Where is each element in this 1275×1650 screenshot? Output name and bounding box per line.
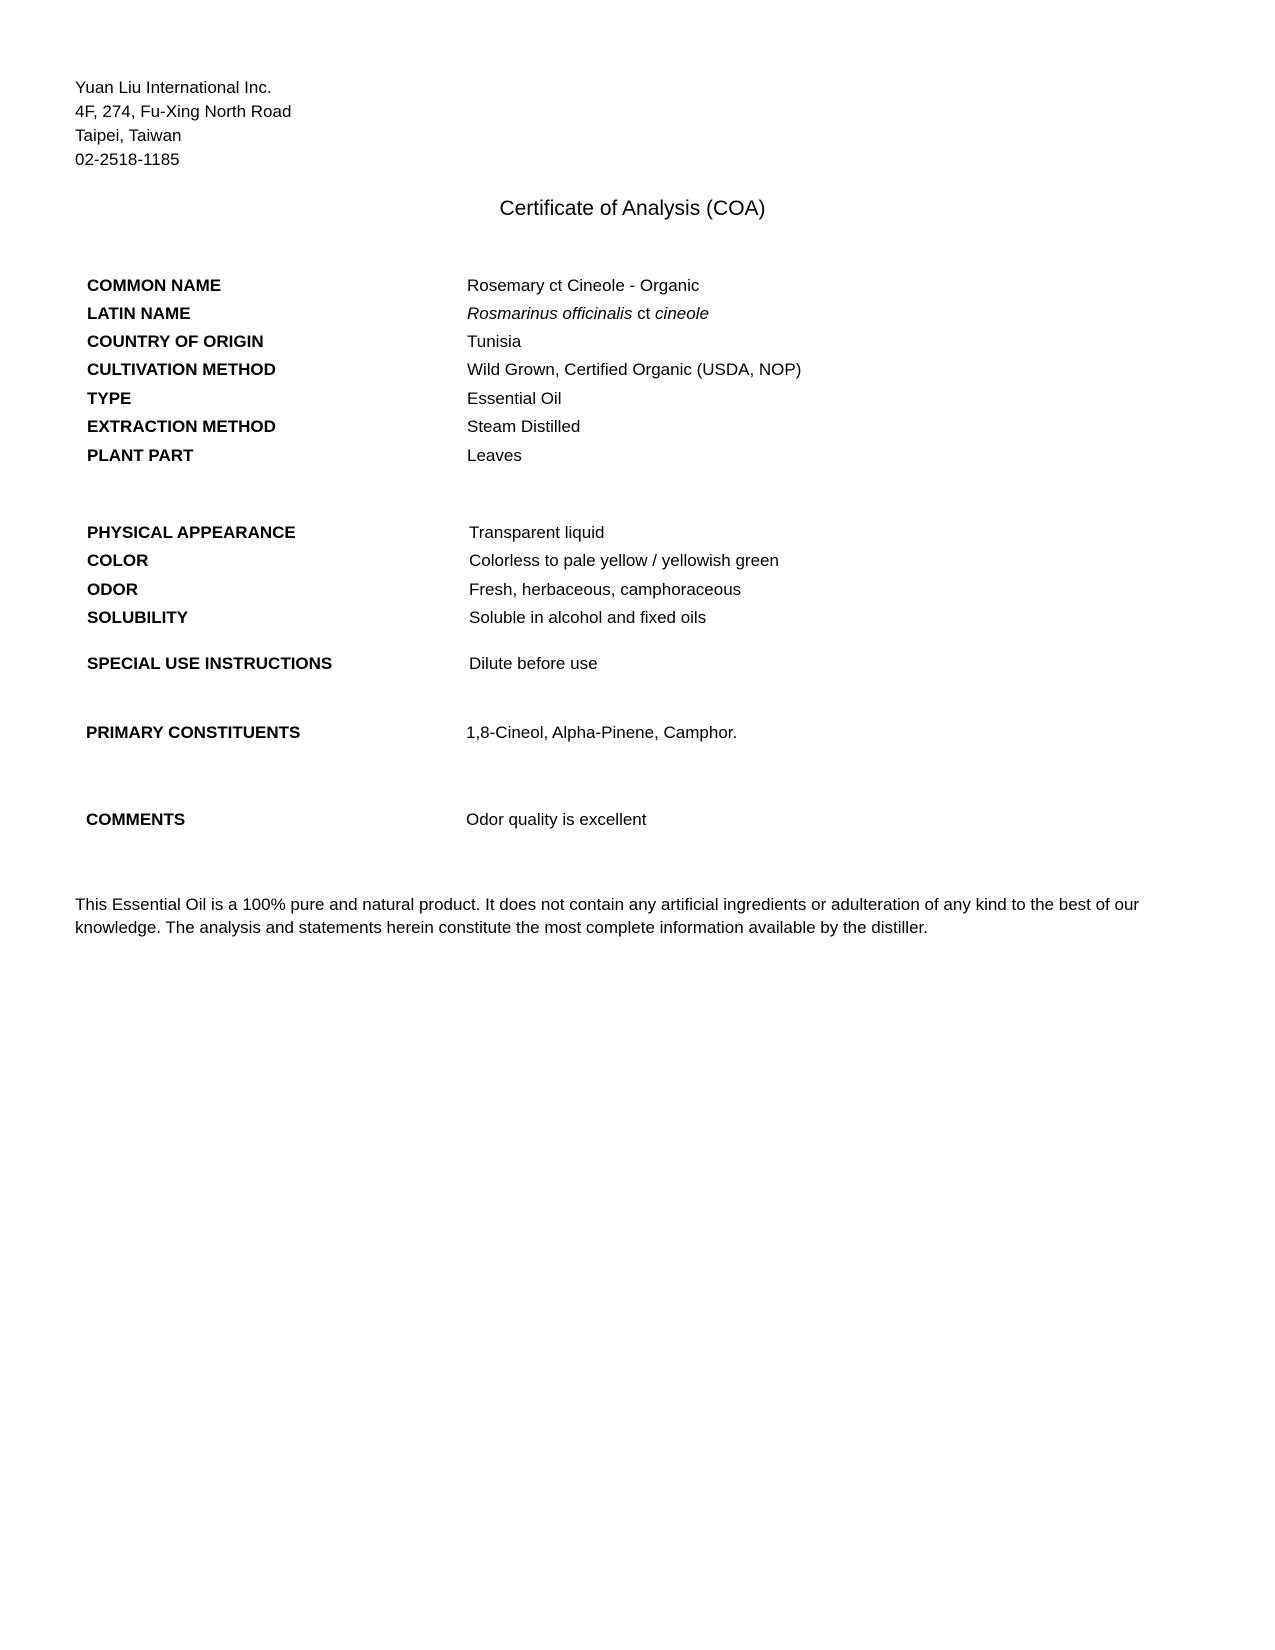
disclaimer-paragraph: This Essential Oil is a 100% pure and natural product. It does not contain any artificial ingredients or adulteration of any kind to the best of our knowledge. The analysis and statements herein constitute the most complete information available by the distiller. (75, 895, 1140, 937)
cultivation-label: CULTIVATION METHOD (87, 360, 276, 379)
document-title: Certificate of Analysis (COA) (499, 197, 766, 220)
company-name: Yuan Liu International Inc. (75, 78, 272, 97)
appearance-value: Transparent liquid (469, 523, 605, 542)
row-odor (0, 578, 1275, 602)
row-country-of-origin (0, 330, 1275, 354)
row-extraction-method (0, 415, 1275, 439)
company-address-line1: 4F, 274, Fu-Xing North Road (75, 102, 292, 121)
special-use-label: SPECIAL USE INSTRUCTIONS (87, 654, 333, 673)
odor-value: Fresh, herbaceous, camphoraceous (469, 580, 742, 599)
type-value: Essential Oil (467, 389, 562, 408)
type-label: TYPE (87, 389, 132, 408)
plant-part-label: PLANT PART (87, 446, 194, 465)
appearance-label: PHYSICAL APPEARANCE (87, 523, 296, 542)
cultivation-value: Wild Grown, Certified Organic (USDA, NOP) (467, 360, 802, 379)
row-common-name (0, 274, 1275, 298)
company-header (75, 76, 291, 172)
color-label: COLOR (87, 551, 149, 570)
company-phone: 02-2518-1185 (75, 150, 180, 169)
comments-label: COMMENTS (86, 810, 186, 829)
row-latin-name (0, 302, 1275, 326)
latin-name-label: LATIN NAME (87, 304, 191, 323)
row-plant-part (0, 444, 1275, 468)
solubility-value: Soluble in alcohol and fixed oils (469, 608, 707, 627)
row-special-use (0, 652, 1275, 676)
latin-name-ct: ct (637, 304, 651, 323)
country-label: COUNTRY OF ORIGIN (87, 332, 264, 351)
latin-name-chemotype: cineole (655, 304, 709, 323)
company-address-line2: Taipei, Taiwan (75, 126, 182, 145)
country-value: Tunisia (467, 332, 522, 351)
odor-label: ODOR (87, 580, 138, 599)
row-cultivation-method (0, 358, 1275, 382)
row-primary-constituents (0, 721, 1275, 745)
special-use-value: Dilute before use (469, 654, 598, 673)
extraction-value: Steam Distilled (467, 417, 581, 436)
color-value: Colorless to pale yellow / yellowish green (469, 551, 779, 570)
row-comments (0, 808, 1275, 832)
latin-name-value (467, 302, 709, 326)
row-solubility (0, 606, 1275, 630)
extraction-label: EXTRACTION METHOD (87, 417, 276, 436)
row-color (0, 549, 1275, 573)
plant-part-value: Leaves (467, 446, 522, 465)
row-type (0, 387, 1275, 411)
comments-value: Odor quality is excellent (466, 810, 647, 829)
common-name-label: COMMON NAME (87, 276, 222, 295)
common-name-value: Rosemary ct Cineole - Organic (467, 276, 700, 295)
latin-name-genus-species: Rosmarinus officinalis (467, 304, 633, 323)
row-physical-appearance (0, 521, 1275, 545)
solubility-label: SOLUBILITY (87, 608, 189, 627)
constituents-label: PRIMARY CONSTITUENTS (86, 723, 301, 742)
constituents-value: 1,8-Cineol, Alpha-Pinene, Camphor. (466, 723, 738, 742)
